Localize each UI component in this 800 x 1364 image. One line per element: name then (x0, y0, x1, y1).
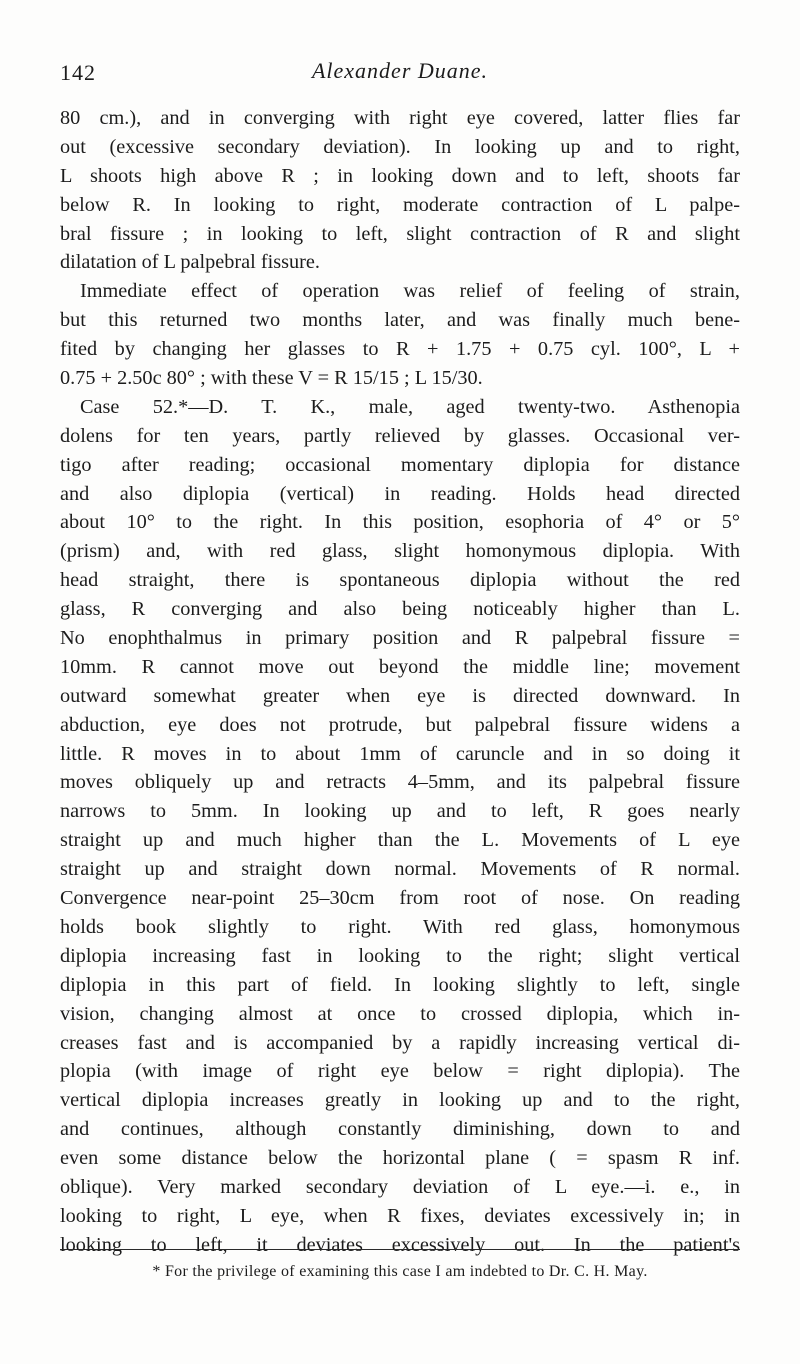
text-line: fited by changing her glasses to R + 1.75 + 0.75 cyl. 100°, L + (60, 338, 740, 361)
text-line: narrows to 5mm. In looking up and to left, R goes nearly (60, 800, 740, 823)
text-line: tigo after reading; occasional momentary diplopia for distance (60, 453, 740, 476)
text-line: straight up and straight down normal. Movements of R normal. (60, 858, 740, 881)
text-line: Immediate effect of operation was relief of feeling of strain, (80, 280, 740, 303)
text-line: looking to left, it deviates excessively out. In the patient's (60, 1233, 740, 1256)
page-header (60, 56, 740, 90)
footnote: * For the privilege of examining this case I am indebted to Dr. C. H. May. (152, 1263, 648, 1280)
text-line: dilatation of L palpebral fissure. (60, 251, 321, 274)
text-line: diplopia increasing fast in looking to the right; slight vertical (60, 944, 740, 967)
text-line: below R. In looking to right, moderate contraction of L palpe- (60, 193, 740, 216)
text-line: creases fast and is accompanied by a rapidly increasing vertical di- (60, 1031, 740, 1054)
text-line: about 10° to the right. In this position, esophoria of 4° or 5° (60, 511, 740, 534)
text-line: vertical diplopia increases greatly in looking up and to the right, (60, 1089, 740, 1112)
text-line: bral fissure ; in looking to left, slight contraction of R and slight (60, 222, 740, 245)
text-line: oblique). Very marked secondary deviation of L eye.—i. e., in (60, 1175, 740, 1198)
text-line: and also diplopia (vertical) in reading. Holds head directed (60, 482, 740, 505)
text-line: 10mm. R cannot move out beyond the middle line; movement (60, 655, 740, 678)
text-line: 0.75 + 2.50c 80° ; with these V = R 15/15 ; L 15/30. (60, 367, 483, 390)
text-line: diplopia in this part of field. In looking slightly to left, single (60, 973, 740, 996)
text-line: 80 cm.), and in converging with right eye covered, latter flies far (60, 107, 740, 129)
case-heading-line: Case 52.*—D. T. K., male, aged twenty-two. Asthenopia (80, 395, 740, 418)
text-line: (prism) and, with red glass, slight homonymous diplopia. With (60, 540, 740, 563)
running-head: Alexander Duane. (311, 58, 489, 83)
text-line: L shoots high above R ; in looking down and to left, shoots far (60, 164, 740, 187)
text-line: vision, changing almost at once to crossed diplopia, which in- (60, 1002, 740, 1025)
text-line: dolens for ten years, partly relieved by glasses. Occasional ver- (60, 424, 740, 447)
page-number: 142 (60, 60, 96, 85)
body-text (60, 104, 740, 1260)
text-line: looking to right, L eye, when R fixes, deviates excessively in; in (60, 1204, 740, 1227)
text-line: No enophthalmus in primary position and R palpebral fissure = (60, 627, 740, 650)
text-line: head straight, there is spontaneous diplopia without the red (60, 569, 740, 592)
text-line: abduction, eye does not protrude, but palpebral fissure widens a (60, 713, 740, 736)
text-line: outward somewhat greater when eye is directed downward. In (60, 684, 740, 707)
text-line: even some distance below the horizontal plane ( = spasm R inf. (60, 1147, 740, 1170)
text-line: out (excessive secondary deviation). In looking up and to right, (60, 135, 740, 158)
text-line: but this returned two months later, and was finally much bene- (60, 309, 740, 332)
text-line: little. R moves in to about 1mm of caruncle and in so doing it (60, 742, 740, 765)
text-line: holds book slightly to right. With red glass, homonymous (60, 915, 740, 938)
footnote-rule (60, 1249, 740, 1250)
text-line: plopia (with image of right eye below = right diplopia). The (60, 1060, 740, 1083)
text-line: Convergence near-point 25–30cm from root of nose. On reading (60, 887, 740, 910)
text-line: straight up and much higher than the L. Movements of L eye (60, 829, 740, 852)
text-line: and continues, although constantly diminishing, down to and (60, 1118, 740, 1141)
text-line: moves obliquely up and retracts 4–5mm, and its palpebral fissure (60, 771, 740, 794)
text-line: glass, R converging and also being noticeably higher than L. (60, 598, 740, 621)
